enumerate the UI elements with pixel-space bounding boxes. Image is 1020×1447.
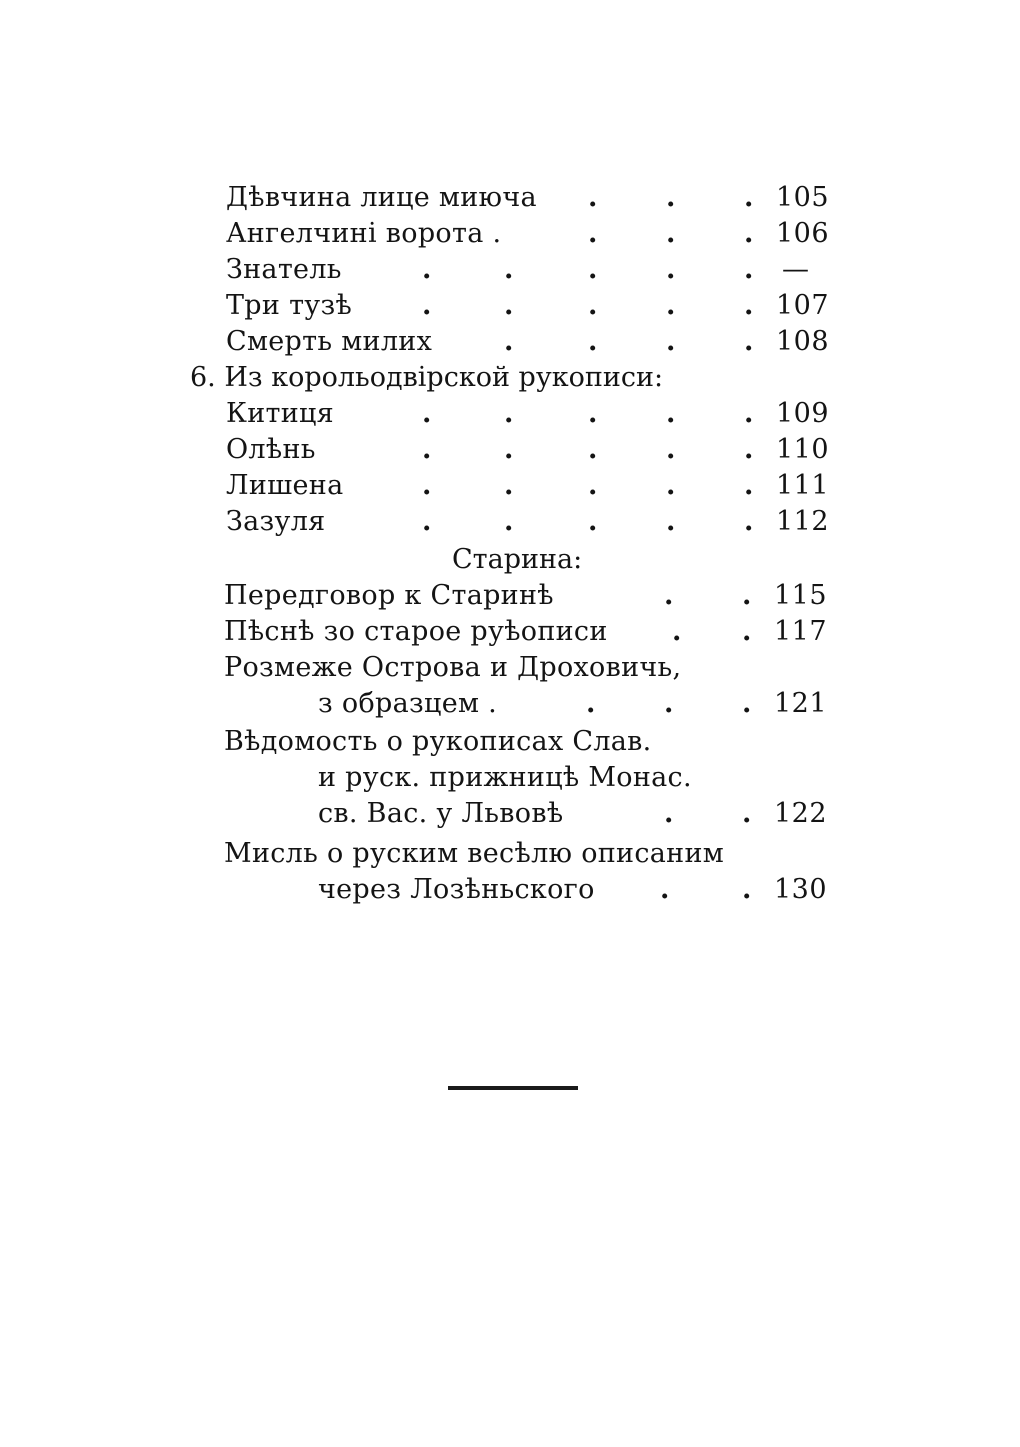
toc-entry-page: 112 [776,506,830,537]
toc-entry-page: 130 [774,874,828,905]
toc-entry: Пѣснѣ зо старое руѣописи . . 117 [224,614,834,650]
toc-entry: Знатель . . . . . — [226,252,836,288]
toc-entry-title-continued: и руск. прижницѣ Монас. [318,762,692,793]
toc-entry-page: 108 [776,326,830,357]
toc-entry-title: Пѣснѣ зо старое руѣописи [224,616,608,647]
toc-entry-page: 111 [776,470,830,501]
toc-entry-line [224,724,834,760]
toc-entry-page: 122 [774,798,828,829]
toc-entry: Смерть милих . . . . 108 [226,324,836,360]
toc-entry-title: Знатель [226,254,342,285]
toc-entry-title: Мисль о руским весѣлю описаним [224,838,725,869]
toc-entry-title: Три тузѣ [226,290,353,321]
toc-entry-page: 110 [776,434,830,465]
toc-entry: Три тузѣ . . . . . 107 [226,288,836,324]
toc-entry-page: 117 [774,616,828,647]
toc-entry-title: Дѣвчина лице миюча [226,182,537,213]
horizontal-rule [448,1086,578,1090]
toc-entry-title: Розмеже Острова и Дроховичь, [224,652,682,683]
toc-entry: Зазуля . . . . . 112 [226,504,836,540]
toc-entry-line [224,650,834,686]
toc-entry-title: Зазуля [226,506,326,537]
toc-entry-title: Ангелчині ворота . [226,218,502,249]
toc-entry-page: — [782,254,810,285]
toc-entry-title: Смерть милих [226,326,433,357]
toc-entry-line [224,836,834,872]
toc-entry-page: 115 [774,580,828,611]
toc-entry-title: Олѣнь [226,434,316,465]
toc-entry: з образцем . . . . 121 [224,686,834,722]
toc-entry: св. Вас. у Львовѣ . . 122 [224,796,834,832]
toc-entry-page: 121 [774,688,828,719]
toc-entry: Дѣвчина лице миюча . . . 105 [226,180,836,216]
toc-entry-page: 105 [776,182,830,213]
toc-entry: Ангелчині ворота . . . . 106 [226,216,836,252]
toc-entry-title: Вѣдомость о рукописах Слав. [224,726,652,757]
toc-entry-page: 109 [776,398,830,429]
toc-entry-page: 107 [776,290,830,321]
toc-entry: Китиця . . . . . 109 [226,396,836,432]
toc-entry-title-continued: з образцем . [318,688,498,719]
toc-entry: Олѣнь . . . . . 110 [226,432,836,468]
toc-entry-title: Лишена [226,470,344,501]
section-heading: Старина: [452,544,583,575]
toc-entry-title: Китиця [226,398,335,429]
toc-entry: Лишена . . . . . 111 [226,468,836,504]
toc-entry-title: Передговор к Старинѣ [224,580,554,611]
toc-entry: через Лозѣньского . . 130 [224,872,834,908]
toc-entry: Передговор к Старинѣ . . 115 [224,578,834,614]
toc-entry-title-continued: св. Вас. у Львовѣ [318,798,564,829]
toc-entry-line [224,760,834,796]
section-heading: 6. Из корольодвірской рукописи: [190,362,664,393]
toc-entry-page: 106 [776,218,830,249]
toc-entry-title-continued: через Лозѣньского [318,874,595,905]
